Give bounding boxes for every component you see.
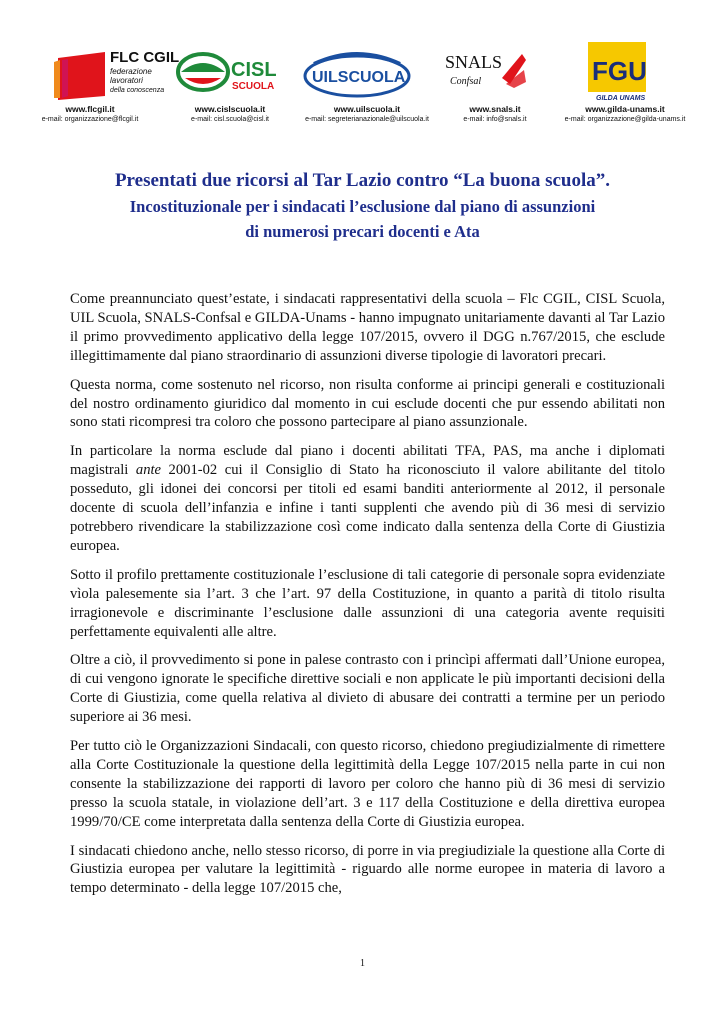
snals-website-link[interactable]: www.snals.it bbox=[469, 104, 521, 114]
cisl-scuola-logo bbox=[175, 40, 285, 102]
flc-website-link[interactable]: www.flcgil.it bbox=[65, 104, 115, 114]
paragraph: I sindacati chiedono anche, nello stesso ricorso, di porre in via pregiudiziale la questione alla Corte di Giustizia europea per valutare la legittimità - riguardo alle norme europee in materia di lavoro a tempo determinato - della legge 107/2015 che, bbox=[70, 842, 665, 897]
svg-text:federazione: federazione bbox=[110, 67, 152, 76]
svg-text:lavoratori: lavoratori bbox=[110, 76, 143, 85]
uil-scuola-logo bbox=[302, 40, 412, 102]
title-sub-line-1: Incostituzionale per i sindacati l’esclusione dal piano di assunzioni bbox=[129, 197, 596, 216]
snals-confsal-logo bbox=[440, 40, 535, 102]
paragraph: Questa norma, come sostenuto nel ricorso, non risulta conforme ai principi generali e costituzionali del nostro ordinamento giuridico dal momento in cui esclude docenti che pur essendo abilitati non sono stati ricompresi tra coloro che possono partecipare al piano assunzionale. bbox=[70, 376, 665, 431]
svg-text:Confsal: Confsal bbox=[450, 76, 482, 87]
paragraph: Come preannunciato quest’estate, i sindacati rappresentativi della scuola – Flc CGIL, CISL Scuola, UIL Scuola, SNALS-Confsal e GILDA-Unams - hanno impugnato unitariamente davanti al Tar Lazio il primo provvedimento applicativo della legge 107/2015, ovvero il DGG n.767/2015, che esclude illegittimamente dal piano straordinario di assunzioni diverse tipologie di lavoratori precari. bbox=[70, 291, 665, 364]
paragraph: In particolare la norma esclude dal piano i docenti abilitati TFA, PAS, ma anche i diplomati magistrali ante 2001-02 cui il Consiglio di Stato ha riconosciuto il valore abilitante del titolo posseduto, gli idonei dei concorsi per titoli ed esami banditi anteriormente al 2012, il personale docente di scuola dell’infanzia e infine i tanti supplenti che avendo più di 36 mesi di servizio potrebbero rivendicare la stabilizzazione così come indicato dalla sentenza della Corte di Giustizia europea. bbox=[70, 443, 665, 554]
snals-contact bbox=[445, 104, 545, 125]
body-text bbox=[70, 290, 665, 908]
gilda-website-link[interactable]: www.gilda-unams.it bbox=[585, 104, 665, 114]
paragraph: Per tutto ciò le Organizzazioni Sindacali, con questo ricorso, chiedono pregiudizialmente di rimettere alla Corte Costituzionale la questione della legittimità della Legge 107/2015 nella parte in cui non consente la stabilizzazione dei rapporti di lavoro per coloro che hanno più di 36 mesi di servizio presso la scuola statale, in violazione dell’art. 3 e 117 della Costituzione e della direttiva europea 1999/70/CE come interpretata dalla sentenza della Corte di Giustizia europea. bbox=[70, 738, 665, 830]
title-sub-line-2: di numerosi precari docenti e Ata bbox=[245, 222, 480, 241]
cisl-email-link[interactable]: e-mail: cisl.scuola@cisl.it bbox=[191, 116, 269, 123]
flc-contact bbox=[30, 104, 150, 125]
flc-cgil-logo bbox=[50, 40, 180, 102]
svg-text:SCUOLA: SCUOLA bbox=[232, 81, 275, 92]
flc-title: FLC CGIL bbox=[110, 49, 180, 66]
gilda-contact bbox=[550, 104, 700, 125]
svg-text:CISL: CISL bbox=[231, 59, 277, 81]
gilda-email-link[interactable]: e-mail: organizzazione@gilda-unams.it bbox=[564, 116, 686, 123]
title-main: Presentati due ricorsi al Tar Lazio contro “La buona scuola”. bbox=[114, 170, 611, 191]
svg-text:SNALS: SNALS bbox=[445, 52, 503, 72]
snals-email-link[interactable]: e-mail: info@snals.it bbox=[463, 116, 527, 123]
cisl-website-link[interactable]: www.cislscuola.it bbox=[194, 104, 266, 114]
uil-contact bbox=[292, 104, 442, 125]
svg-text:FGU: FGU bbox=[592, 56, 647, 86]
contacts-row bbox=[30, 104, 700, 130]
svg-text:UILSCUOLA: UILSCUOLA bbox=[312, 69, 406, 86]
press-release-title bbox=[60, 168, 665, 244]
uil-email-link[interactable]: e-mail: segreterianazionale@uilscuola.it bbox=[305, 116, 429, 123]
header-logos bbox=[40, 40, 695, 102]
svg-text:GILDA UNAMS: GILDA UNAMS bbox=[596, 95, 646, 102]
emphasis-ante: ante bbox=[135, 462, 162, 479]
svg-text:della conoscenza: della conoscenza bbox=[110, 87, 165, 94]
paragraph: Sotto il profilo prettamente costituzionale l’esclusione di tali categorie di personale sopra evidenziate vìola palesemente sia l’art. 3 che l’art. 97 della Costituzione, in quanto a parità di titolo risulta irragionevole e discriminante l’esclusione dalle assunzioni di una categoria avente requisiti perfettamente equivalenti alle altre. bbox=[70, 566, 665, 640]
flc-email-link[interactable]: e-mail: organizzazione@flcgil.it bbox=[41, 116, 139, 123]
cisl-contact bbox=[170, 104, 290, 125]
gilda-unams-logo bbox=[580, 40, 660, 102]
uil-website-link[interactable]: www.uilscuola.it bbox=[333, 104, 401, 114]
paragraph: Oltre a ciò, il provvedimento si pone in palese contrasto con i princìpi affermati dall’Unione europea, di cui vengono ignorate le specifiche direttive sociali e non applicate le più importanti decisioni della Corte di Giustizia, come quella relativa al divieto di abusare dei contratti a termine per un periodo superiore ai 36 mesi. bbox=[70, 652, 665, 726]
page-number: 1 bbox=[360, 958, 365, 969]
